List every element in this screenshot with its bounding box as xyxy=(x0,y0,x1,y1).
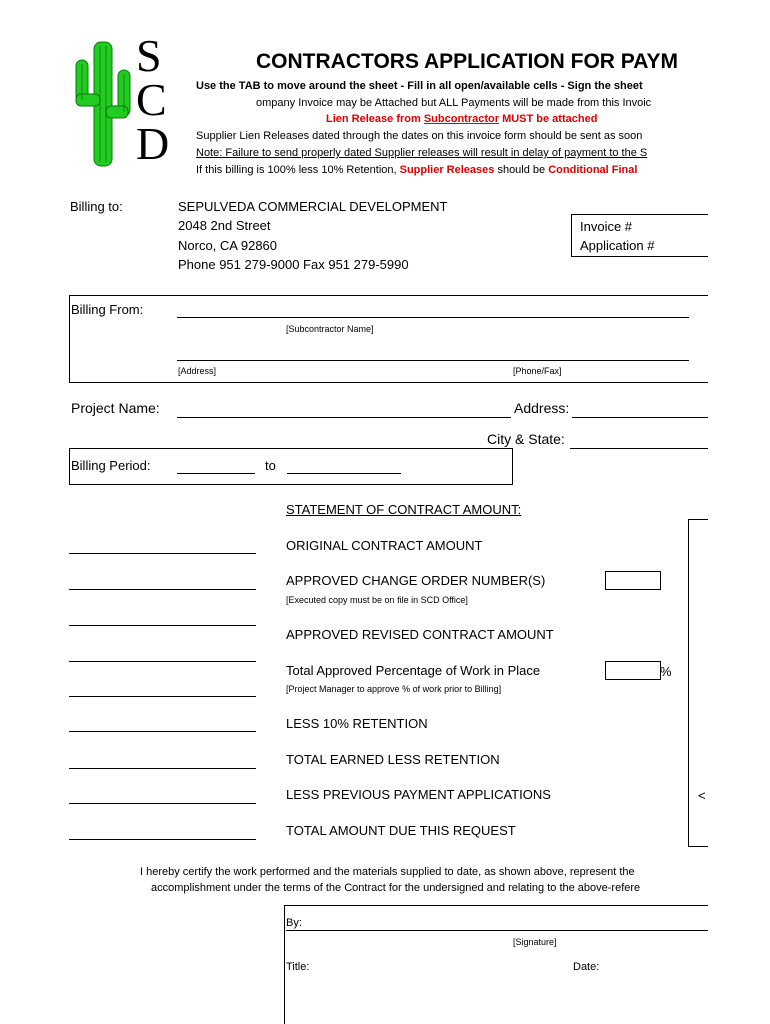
logo-letter-c: C xyxy=(136,74,167,125)
earned-amount-field[interactable] xyxy=(69,768,256,769)
billing-to-label: Billing to: xyxy=(70,199,123,214)
invoice-number-label[interactable]: Invoice # xyxy=(580,219,633,234)
retention-label: LESS 10% RETENTION xyxy=(286,716,428,731)
phone-fax-caption: [Phone/Fax] xyxy=(513,366,562,376)
signature-date-label[interactable]: Date: xyxy=(573,961,600,973)
original-amount-field[interactable] xyxy=(69,553,256,554)
instruction-note: Note: Failure to send properly dated Supplier releases will result in delay of payment to the S xyxy=(196,147,648,159)
pct-note-amount-field[interactable] xyxy=(69,696,256,697)
billing-to-company: SEPULVEDA COMMERCIAL DEVELOPMENT xyxy=(178,199,448,214)
retention-amount-field[interactable] xyxy=(69,731,256,732)
revised-contract-label: APPROVED REVISED CONTRACT AMOUNT xyxy=(286,627,554,642)
project-name-label: Project Name: xyxy=(71,400,160,416)
address-caption: [Address] xyxy=(178,366,217,376)
instruction-invoice: ompany Invoice may be Attached but ALL Payments will be made from this Invoic xyxy=(256,97,652,109)
billing-to-city: Norco, CA 92860 xyxy=(178,238,278,253)
instruction-lien-c: MUST be attached xyxy=(499,113,598,125)
signature-box xyxy=(284,905,708,1024)
previous-payments-label: LESS PREVIOUS PAYMENT APPLICATIONS xyxy=(286,787,551,802)
instruction-retention-b: Supplier Releases xyxy=(399,164,495,176)
billing-to-phone: Phone 951 279-9000 Fax 951 279-5990 xyxy=(178,257,409,272)
subcontractor-name-caption: [Subcontractor Name] xyxy=(286,324,374,334)
percent-work-note: [Project Manager to approve % of work prior to Billing] xyxy=(286,684,502,694)
instruction-supplier: Supplier Lien Releases dated through the dates on this invoice form should be sent as soon xyxy=(196,130,643,142)
percent-amount-field[interactable] xyxy=(69,661,256,662)
percent-symbol: % xyxy=(660,664,672,679)
instruction-tab: Use the TAB to move around the sheet - Fill in all open/available cells - Sign the sheet xyxy=(196,80,643,92)
signature-caption: [Signature] xyxy=(513,937,557,947)
percent-work-input[interactable] xyxy=(605,661,661,680)
logo-letter-d: D xyxy=(136,118,170,169)
instruction-lien-a: Lien Release from xyxy=(326,113,424,125)
change-order-note: [Executed copy must be on file in SCD Office] xyxy=(286,595,468,605)
instruction-lien-b: Subcontractor xyxy=(423,113,500,125)
amount-due-label: TOTAL AMOUNT DUE THIS REQUEST xyxy=(286,823,516,838)
instruction-retention-c: should be xyxy=(494,164,549,176)
revised-amount-field[interactable] xyxy=(69,625,256,626)
project-address-field[interactable] xyxy=(572,417,708,418)
billing-period-to-label: to xyxy=(265,458,276,473)
signature-by-label: By: xyxy=(286,917,302,929)
application-number-label[interactable]: Application # xyxy=(580,238,655,253)
cactus-icon xyxy=(74,40,134,168)
change-order-number-input[interactable] xyxy=(605,571,661,590)
earned-label: TOTAL EARNED LESS RETENTION xyxy=(286,752,500,767)
project-address-label: Address: xyxy=(514,400,570,416)
subcontractor-name-field[interactable] xyxy=(177,317,689,318)
billing-period-label: Billing Period: xyxy=(71,458,151,473)
instruction-lien xyxy=(326,113,597,125)
scd-logo xyxy=(74,30,174,170)
side-box-mark: < xyxy=(698,788,706,803)
change-order-amount-field[interactable] xyxy=(69,589,256,590)
instruction-retention-d: Conditional Final xyxy=(548,164,638,176)
previous-amount-field[interactable] xyxy=(69,803,256,804)
certify-line-1: I hereby certify the work performed and the materials supplied to date, as shown above, represent the xyxy=(140,866,635,878)
billing-from-box xyxy=(69,295,708,383)
due-amount-field[interactable] xyxy=(69,839,256,840)
billing-from-label: Billing From: xyxy=(71,302,144,317)
original-contract-label: ORIGINAL CONTRACT AMOUNT xyxy=(286,538,483,553)
signature-title-label[interactable]: Title: xyxy=(286,961,310,973)
percent-work-label: Total Approved Percentage of Work in Place xyxy=(286,663,541,678)
statement-heading: STATEMENT OF CONTRACT AMOUNT: xyxy=(286,502,522,517)
signature-field[interactable] xyxy=(286,930,708,931)
city-state-field[interactable] xyxy=(570,448,708,449)
billing-period-end-field[interactable] xyxy=(287,473,401,474)
change-order-label: APPROVED CHANGE ORDER NUMBER(S) xyxy=(286,573,546,588)
instruction-retention xyxy=(196,164,637,176)
page-title: CONTRACTORS APPLICATION FOR PAYM xyxy=(256,50,678,73)
address-phone-field[interactable] xyxy=(177,360,689,361)
certify-line-2: accomplishment under the terms of the Contract for the undersigned and relating to the above-refere xyxy=(151,882,641,894)
instruction-retention-a: If this billing is 100% less 10% Retention, xyxy=(196,164,400,176)
city-state-label: City & State: xyxy=(487,431,565,447)
billing-to-street: 2048 2nd Street xyxy=(178,218,271,233)
billing-period-start-field[interactable] xyxy=(177,473,255,474)
logo-letter-s: S xyxy=(136,30,162,81)
project-name-field[interactable] xyxy=(177,417,511,418)
